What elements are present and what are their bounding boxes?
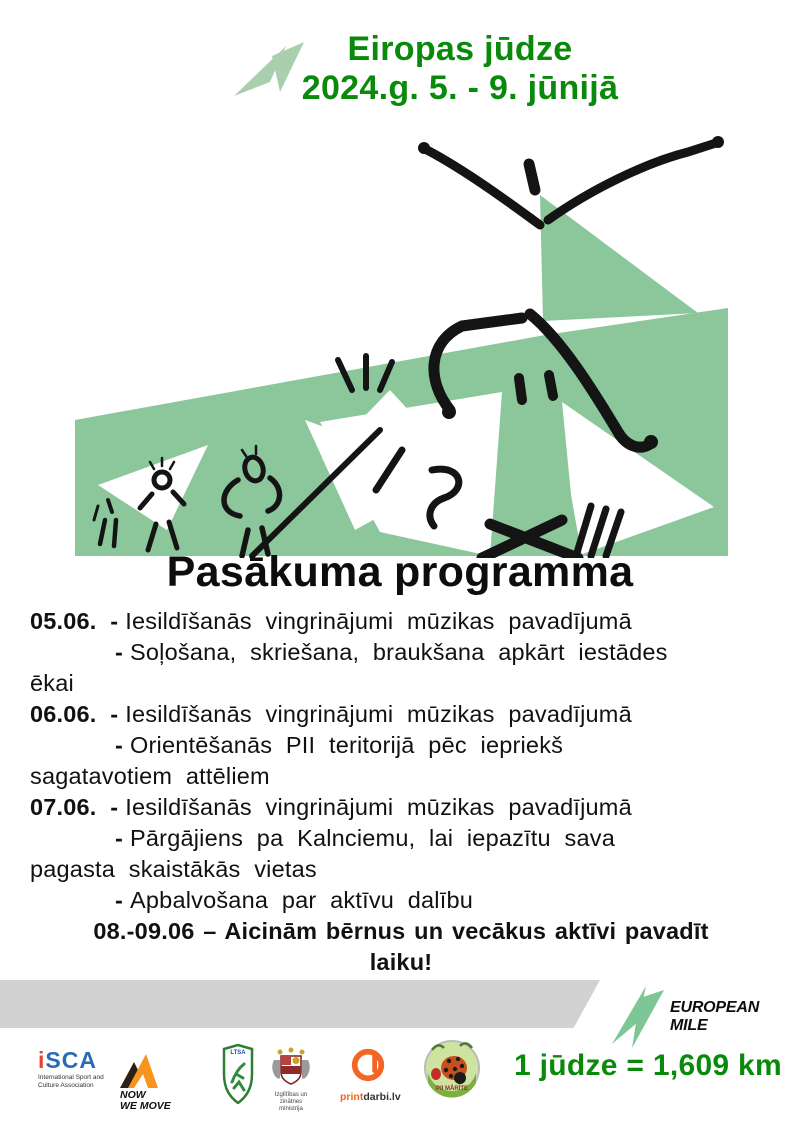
program-line: pagasta skaistākās vietas bbox=[30, 856, 317, 882]
program-line: - Soļošana, skriešana, braukšana apkārt iestādes bbox=[115, 639, 668, 665]
now-we-move-arrow-icon bbox=[118, 1052, 160, 1090]
european-mile-label: EUROPEAN MILE bbox=[670, 999, 760, 1034]
program-line: ēkai bbox=[30, 670, 74, 696]
program-line: - Pārgājiens pa Kalnciemu, lai iepazītu sava bbox=[115, 825, 615, 851]
latvia-coat-of-arms-icon bbox=[266, 1046, 316, 1086]
program-line: 07.06. - Iesildīšanās vingrinājumi mūzikas pavadījumā bbox=[30, 794, 632, 820]
printdarbi-logo: printdarbi.lv bbox=[340, 1046, 396, 1103]
program-line: 05.06. - Iesildīšanās vingrinājumi mūzikas pavadījumā bbox=[30, 608, 632, 634]
program-line: sagatavotiem attēliem bbox=[30, 763, 270, 789]
mile-conversion-note: 1 jūdze = 1,609 km bbox=[513, 1049, 783, 1082]
event-title-block bbox=[150, 30, 770, 108]
isca-logo: iSCA International Sport and Culture Association bbox=[38, 1047, 104, 1089]
program-line: 08.-09.06 – Aicinām bērnus un vecākus aktīvi pavadīt bbox=[93, 918, 709, 944]
printdarbi-circle-icon bbox=[349, 1046, 387, 1084]
isca-brand-i: i bbox=[38, 1047, 46, 1073]
marite-kindergarten-logo bbox=[424, 1028, 480, 1108]
event-title: Eiropas jūdze bbox=[347, 30, 573, 68]
now-we-move-logo: NOW WE MOVE bbox=[118, 1052, 204, 1112]
event-dates: 2024.g. 5. - 9. jūnijā bbox=[301, 69, 619, 107]
svg-text:LTSA: LTSA bbox=[230, 1050, 246, 1056]
svg-text:PII MĀRĪTE: PII MĀRĪTE bbox=[435, 1086, 469, 1092]
program-line: 06.06. - Iesildīšanās vingrinājumi mūzikas pavadījumā bbox=[30, 701, 632, 727]
ltsa-badge bbox=[222, 1044, 254, 1104]
isca-brand: SCA bbox=[45, 1047, 97, 1073]
program-heading: Pasākuma programma bbox=[166, 548, 634, 596]
program-list bbox=[30, 606, 772, 978]
event-illustration bbox=[70, 128, 730, 558]
program-line: - Orientēšanās PII teritorijā pēc iepriekš bbox=[115, 732, 564, 758]
program-line: laiku! bbox=[369, 949, 433, 975]
ministry-emblem: Izglītības un zinātnes ministrija bbox=[266, 1046, 316, 1113]
program-line: - Apbalvošana par aktīvu dalību bbox=[115, 887, 473, 913]
gray-banner bbox=[0, 980, 600, 1028]
european-mile-arrow-icon bbox=[606, 982, 670, 1050]
